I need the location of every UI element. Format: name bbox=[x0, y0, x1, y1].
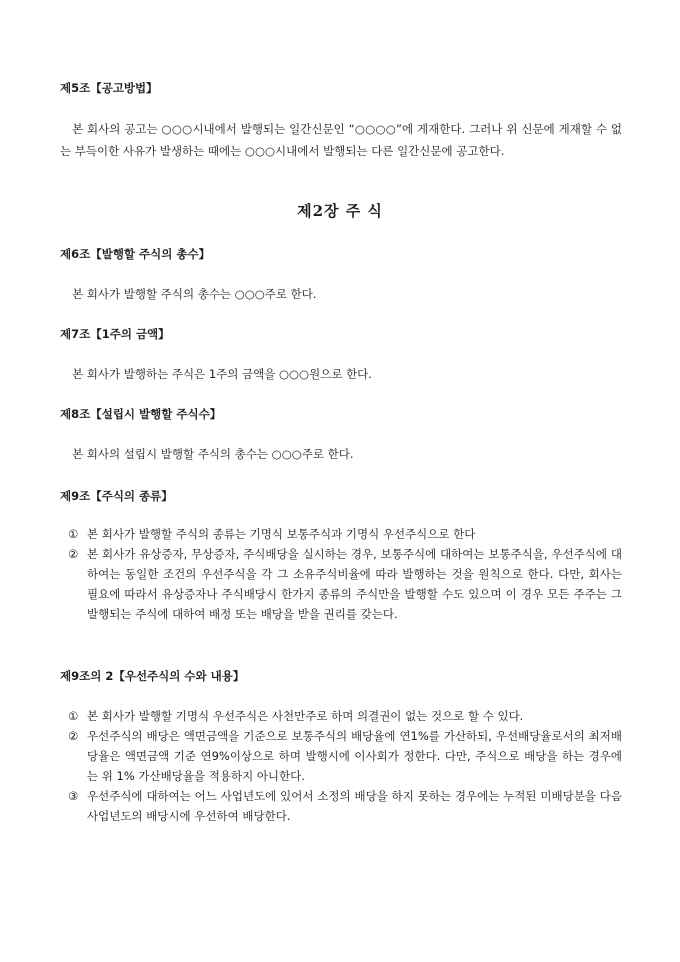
list-item bbox=[68, 786, 622, 826]
article-7-title: 제7조【1주의 금액】 bbox=[60, 327, 170, 341]
article-9-list bbox=[68, 524, 622, 624]
item-marker: ② bbox=[68, 547, 79, 561]
item-text: 우선주식에 대하여는 어느 사업년도에 있어서 소정의 배당을 하지 못하는 경우에는 누적된 미배당분을 다음 사업년도의 배당시에 우선하여 배당한다. bbox=[87, 789, 622, 823]
chapter-2-title: 제2장 주 식 bbox=[297, 202, 383, 220]
item-marker: ③ bbox=[68, 789, 79, 803]
item-marker: ① bbox=[68, 709, 79, 723]
article-6-body: 본 회사가 발행할 주식의 총수는 ○○○주로 한다. bbox=[72, 287, 317, 301]
item-marker: ① bbox=[68, 527, 79, 541]
article-9-title: 제9조【주식의 종류】 bbox=[60, 489, 173, 503]
item-text: 본 회사가 유상증자, 무상증자, 주식배당을 실시하는 경우, 보통주식에 대하여는 보통주식을, 우선주식에 대하여는 동일한 조건의 우선주식을 각 그 소유주식비율에 따라 발행하는 것을 원칙으로 한다. 다만, 회사는 필요에 따라서 유상증자나 주식배당시 한가지 종류의 주식만을 발행할 수도 있으며 이 경우 모든 주주는 그 발행되는 주식에 대하여 배정 또는 배당을 받을 권리를 갖는다. bbox=[87, 547, 622, 621]
article-5-title: 제5조【공고방법】 bbox=[60, 81, 158, 95]
article-6-title: 제6조【발행할 주식의 총수】 bbox=[60, 247, 211, 261]
item-text: 본 회사가 발행할 기명식 우선주식은 사천만주로 하며 의결권이 없는 것으로 할 수 있다. bbox=[87, 709, 524, 723]
list-item bbox=[68, 524, 622, 544]
item-text: 본 회사가 발행할 주식의 종류는 기명식 보통주식과 기명식 우선주식으로 한다 bbox=[87, 527, 476, 541]
article-7-body: 본 회사가 발행하는 주식은 1주의 금액을 ○○○원으로 한다. bbox=[72, 367, 372, 381]
item-marker: ② bbox=[68, 729, 79, 743]
article-9-2-title: 제9조의 2【우선주식의 수와 내용】 bbox=[60, 669, 245, 683]
list-item bbox=[68, 544, 622, 624]
article-8-body: 본 회사의 설립시 발행할 주식의 총수는 ○○○주로 한다. bbox=[72, 447, 354, 461]
article-9-2-list bbox=[68, 706, 622, 826]
article-8-title: 제8조【설립시 발행할 주식수】 bbox=[60, 407, 222, 421]
item-text: 우선주식의 배당은 액면금액을 기준으로 보통주식의 배당율에 연1%를 가산하되, 우선배당율로서의 최저배당율은 액면금액 기준 연9%이상으로 하며 발행시에 이사회가 정한다. 다만, 주식으로 배당을 하는 경우에는 위 1% 가산배당율을 적용하지 아니한다. bbox=[87, 729, 622, 783]
article-5-body: 본 회사의 공고는 ○○○시내에서 발행되는 일간신문인 “○○○○”에 게재한다. 그러나 위 신문에 게재할 수 없는 부득이한 사유가 발생하는 때에는 ○○○시내에서 발행되는 다른 일간신문에 공고한다. bbox=[60, 122, 622, 158]
list-item bbox=[68, 726, 622, 786]
list-item bbox=[68, 706, 622, 726]
